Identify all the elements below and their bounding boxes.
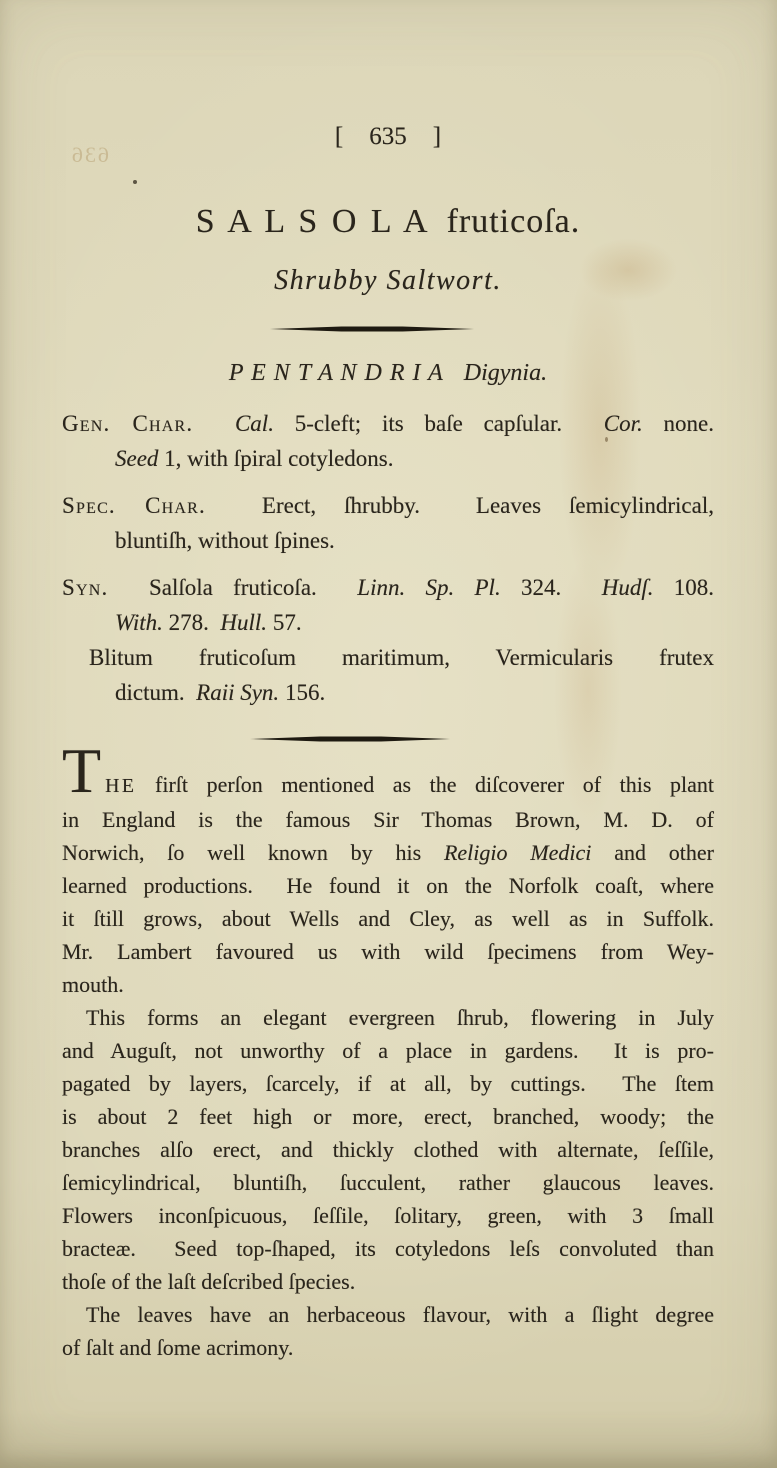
small-caps-text: Gen. Char.	[62, 411, 194, 436]
text-line	[62, 488, 714, 523]
text-line	[62, 1166, 714, 1199]
text-line	[62, 570, 714, 605]
generic-character-section	[62, 406, 714, 476]
text-segment: Norwich, ſo well known by his	[62, 840, 444, 865]
text-segment: bracteæ. Seed top-ſhaped, its cotyledons leſs convoluted than	[62, 1236, 714, 1261]
text-segment: 5-cleft; its baſe capſular.	[273, 411, 604, 436]
text-line	[62, 675, 714, 710]
italic-text: Cal.	[234, 411, 274, 436]
text-segment: bluntiſh, without ſpines.	[115, 528, 335, 553]
text-segment: thoſe of the laſt deſcribed ſpecies.	[62, 1269, 356, 1294]
text-segment: learned productions. He found it on the Norfolk coaſt, where	[62, 873, 714, 898]
folio-number: 635	[369, 123, 407, 150]
text-line	[62, 1265, 714, 1298]
text-segment: 324.	[500, 575, 602, 600]
text-segment	[193, 411, 235, 436]
linnaean-class: P E N T A N D R I A	[228, 360, 444, 386]
text-segment: and other	[591, 840, 715, 865]
small-caps-text: Spec. Char.	[62, 493, 206, 518]
text-line	[62, 1001, 714, 1034]
text-block	[62, 0, 714, 1364]
italic-text: Hull.	[220, 610, 268, 635]
text-segment: of ſalt and ſome acrimony.	[62, 1335, 294, 1360]
text-line	[62, 441, 714, 476]
paragraph	[62, 735, 715, 1001]
text-segment: ſemicylindrical, bluntiſh, ſucculent, rather glaucous leaves.	[62, 1170, 714, 1195]
text-line	[62, 1067, 714, 1100]
italic-text: Cor.	[603, 411, 643, 436]
genus-name: S A L S O L A	[195, 203, 431, 240]
small-caps-text: Syn.	[62, 575, 109, 600]
text-segment: This forms an elegant evergreen ſhrub, flowering in July	[86, 1005, 714, 1030]
text-line	[62, 869, 714, 902]
text-segment: 278.	[162, 610, 221, 635]
caps-run-text: HE	[105, 775, 137, 797]
text-segment: Salſola fruticoſa.	[108, 575, 358, 600]
text-line	[62, 836, 714, 869]
text-line	[62, 1199, 714, 1232]
text-line	[62, 902, 714, 935]
linnaean-order: Digynia.	[463, 360, 548, 386]
text-segment: in England is the famous Sir Thomas Brown, M. D. of	[62, 807, 714, 832]
text-line	[62, 640, 714, 675]
italic-text: Seed	[115, 446, 159, 471]
text-line	[62, 406, 714, 441]
text-line	[62, 1133, 714, 1166]
swelled-rule-divider	[270, 326, 474, 332]
synonyms-section	[62, 570, 714, 710]
paragraph	[62, 1001, 714, 1298]
italic-text: Linn. Sp. Pl.	[357, 575, 501, 600]
text-segment: 108.	[653, 575, 715, 600]
swelled-rule-divider	[250, 736, 450, 742]
italic-text: Raii Syn.	[196, 680, 280, 705]
text-segment: it ſtill grows, about Wells and Cley, as well as in Suffolk.	[62, 906, 714, 931]
text-line	[62, 735, 714, 806]
text-segment: pagated by layers, ſcarcely, if at all, by cuttings. The ſtem	[62, 1071, 714, 1096]
text-segment: dictum.	[115, 680, 197, 705]
folio-open-bracket: [	[334, 123, 344, 150]
text-segment: 57.	[267, 610, 302, 635]
text-segment: Blitum fruticoſum maritimum, Vermicularis frutex	[89, 645, 714, 670]
text-segment: firſt perſon mentioned as the diſcoverer of this plant	[136, 772, 714, 797]
body-text	[62, 735, 715, 1364]
text-segment: Erect, ſhrubby. Leaves ſemicylindrical,	[205, 493, 714, 518]
text-segment: is about 2 feet high or more, erect, branched, woody; the	[62, 1104, 714, 1129]
text-line	[62, 605, 714, 640]
text-line	[62, 523, 714, 558]
text-line	[62, 1298, 714, 1331]
italic-text: With.	[115, 610, 163, 635]
italic-text: Hudſ.	[601, 575, 654, 600]
text-line	[62, 968, 714, 1001]
specific-character-section	[62, 488, 714, 558]
verso-show-through-number: 636	[70, 142, 109, 167]
text-segment: 1, with ſpiral cotyledons.	[158, 446, 394, 471]
text-segment: none.	[642, 411, 714, 436]
paragraph	[62, 1298, 714, 1364]
taxonomy-heading	[62, 358, 714, 388]
text-segment: branches alſo erect, and thickly clothed with alternate, ſeſſile,	[62, 1137, 714, 1162]
italic-text: Religio Medici	[443, 840, 592, 865]
text-line	[62, 1100, 714, 1133]
text-line	[62, 1034, 714, 1067]
text-segment: Mr. Lambert favoured us with wild ſpecimens from Wey-	[62, 939, 714, 964]
text-segment: The leaves have an herbaceous flavour, with a ſlight degree	[86, 1302, 714, 1327]
folio-close-bracket: ]	[432, 123, 442, 150]
text-segment: and Auguſt, not unworthy of a place in gardens. It is pro-	[62, 1038, 714, 1063]
species-title	[62, 202, 714, 242]
common-name-title: Shrubby Saltwort.	[274, 265, 502, 296]
text-segment: Flowers inconſpicuous, ſeſſile, ſolitary, green, with 3 ſmall	[62, 1203, 714, 1228]
species-epithet: fruticoſa.	[446, 203, 581, 240]
drop-cap: T	[62, 735, 102, 806]
text-line	[62, 1331, 714, 1364]
page-number	[62, 122, 714, 152]
text-line	[62, 1232, 714, 1265]
text-line	[62, 803, 714, 836]
text-segment: mouth.	[62, 972, 124, 997]
text-line	[62, 935, 714, 968]
text-segment: 156.	[279, 680, 326, 705]
